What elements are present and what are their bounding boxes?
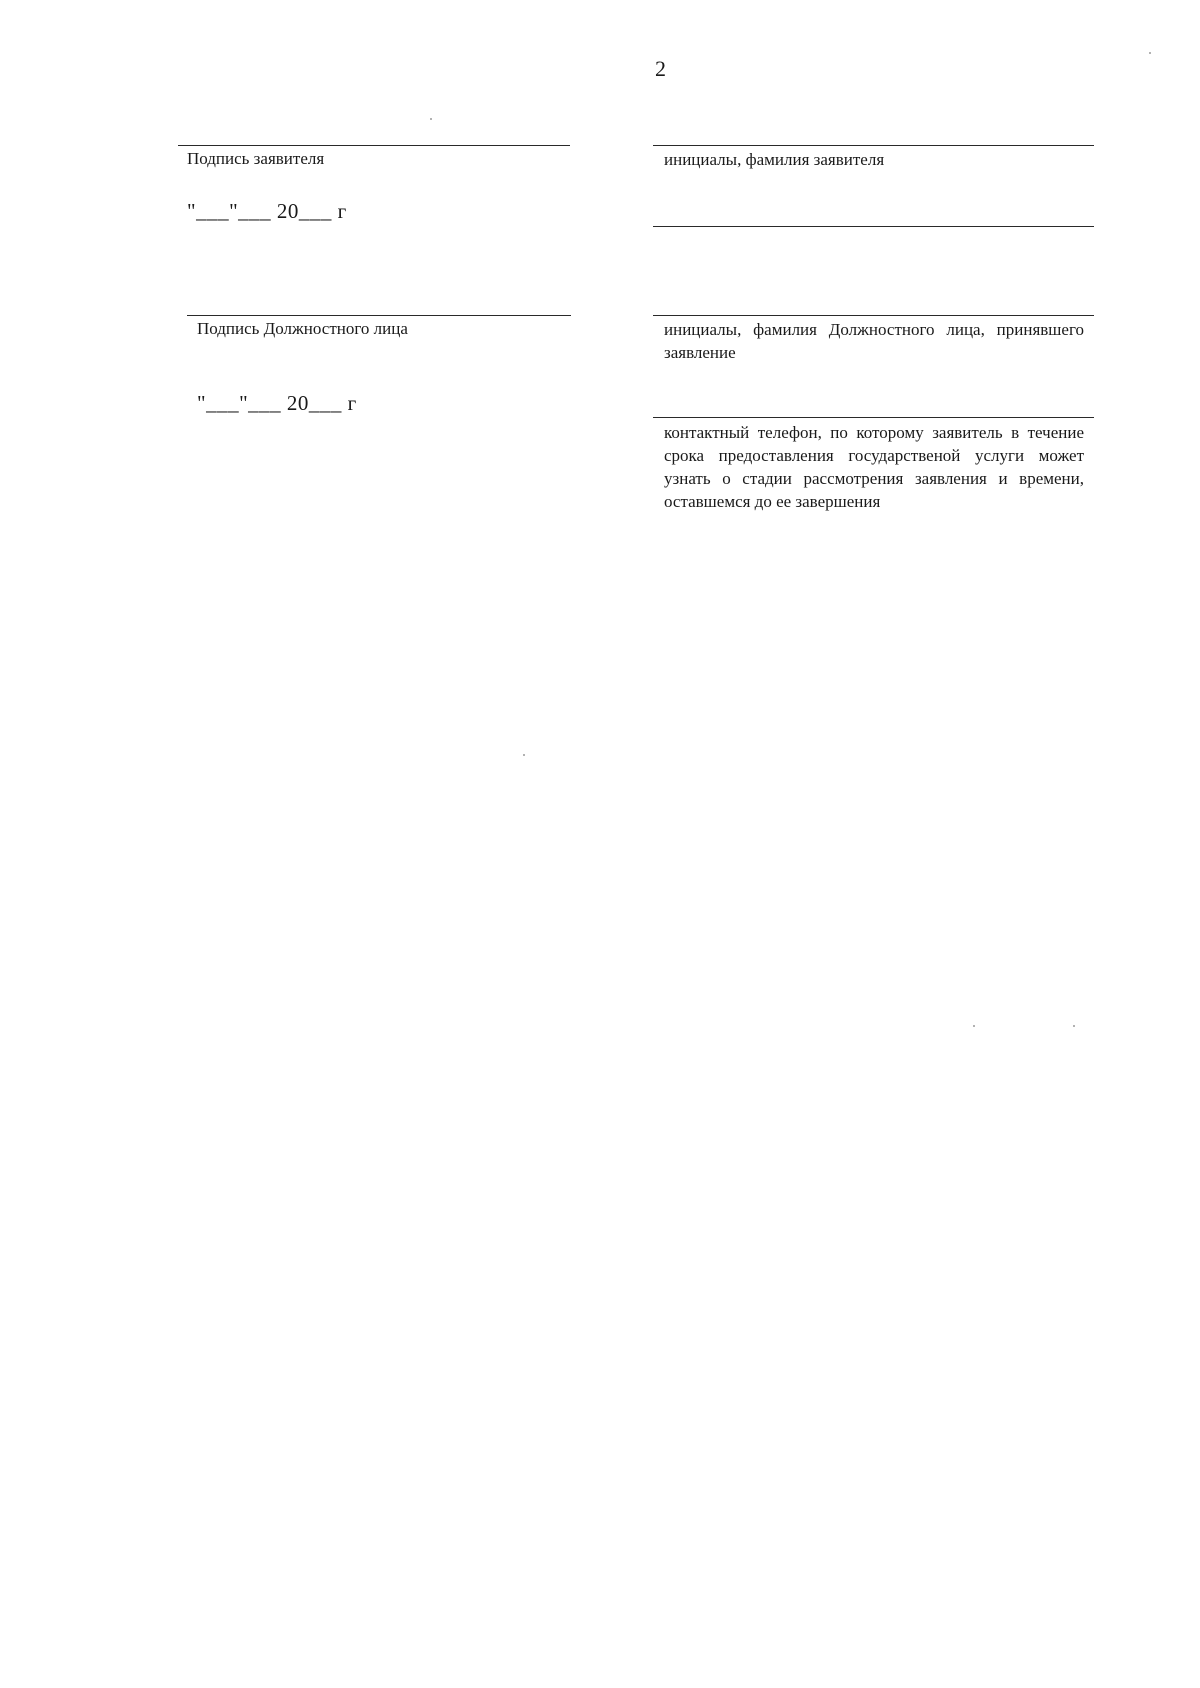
scan-speck	[430, 118, 432, 120]
scan-speck	[1073, 1025, 1075, 1027]
applicant-date-field: "___"___ 20___ г	[187, 199, 347, 223]
scan-speck	[1149, 52, 1151, 54]
scan-speck	[523, 754, 525, 756]
page-number: 2	[655, 56, 666, 81]
applicant-signature-line	[178, 145, 570, 146]
scan-speck	[973, 1025, 975, 1027]
extra-line	[653, 226, 1094, 227]
official-name-label: инициалы, фамилия Должностного лица, принявшего заявление	[664, 320, 1084, 362]
applicant-name-line	[653, 145, 1094, 146]
official-signature-line	[187, 315, 571, 316]
official-date-field: "___"___ 20___ г	[197, 391, 357, 415]
contact-phone-line	[653, 417, 1094, 418]
applicant-name-label: инициалы, фамилия заявителя	[664, 150, 885, 169]
official-signature-label: Подпись Должностного лица	[197, 319, 408, 338]
contact-phone-label: контактный телефон, по которому заявитель в течение срока предоставления государственой услуги может узнать о стадии рассмотрения заявления и времени, оставшемся до ее завершения	[664, 423, 1084, 511]
applicant-signature-label: Подпись заявителя	[187, 149, 325, 168]
official-name-line	[653, 315, 1094, 316]
